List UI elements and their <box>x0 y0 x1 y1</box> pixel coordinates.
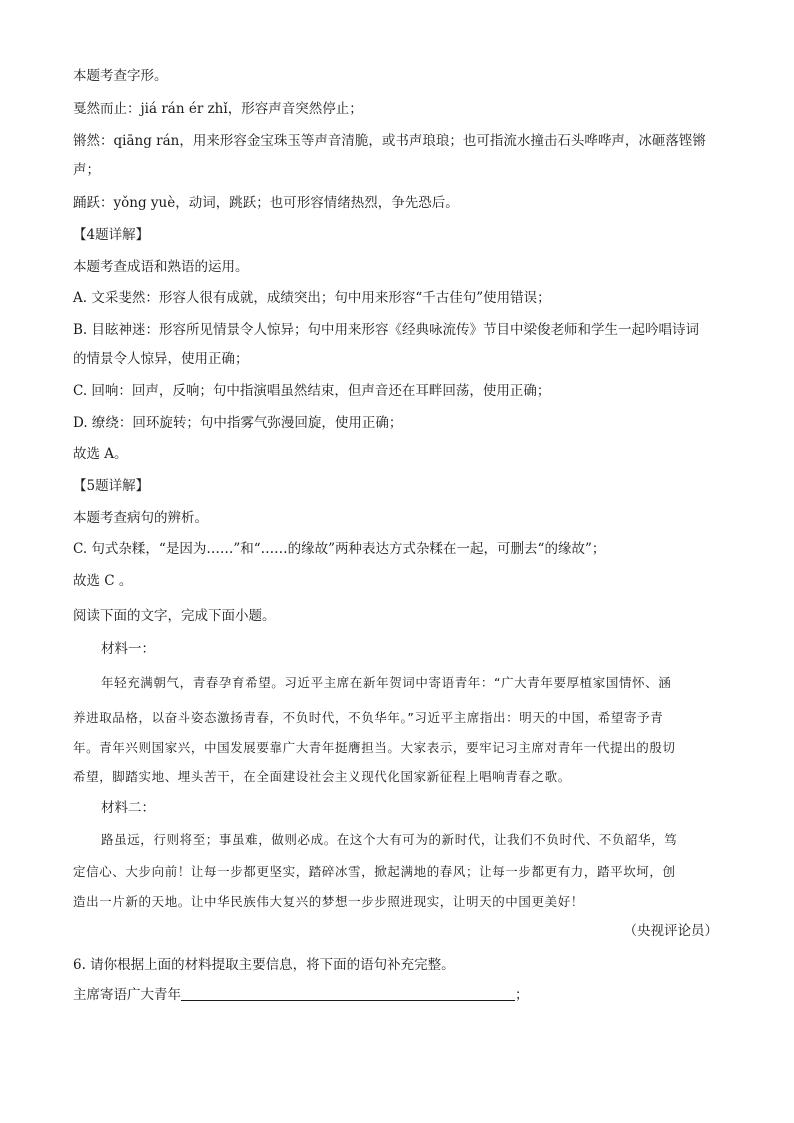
text-line: 声； <box>73 162 100 178</box>
answer-blank[interactable] <box>181 986 515 1001</box>
text-line: 锵然：qiāng rán，用来形容金宝珠玉等声音清脆，或书声琅琅；也可指流水撞击石头哗哗声，冰砸落铿锵 <box>73 133 706 149</box>
text-line: 本题考查病句的辨析。 <box>73 510 208 526</box>
text-line: 戛然而止：jiá rán ér zhǐ，形容声音突然停止； <box>73 101 363 117</box>
section-heading: 【5题详解】 <box>73 478 150 494</box>
option-d: D. 缭绕：回环旋转；句中指雾气弥漫回旋，使用正确； <box>73 415 403 431</box>
material-2-line: 造出一片新的天地。让中华民族伟大复兴的梦想一步步照进现实，让明天的中国更美好！ <box>73 894 584 909</box>
material-1-line: 年轻充满朝气，青春孕育希望。习近平主席在新年贺词中寄语青年：“广大青年要厚植家国情怀、涵 <box>101 675 672 690</box>
material-2-source: （央视评论员） <box>623 923 718 939</box>
material-2-heading: 材料二： <box>101 800 155 816</box>
option-c: C. 句式杂糅，“是因为……”和“……的缘故”两种表达方式杂糅在一起，可删去“的缘故”； <box>73 541 606 557</box>
fill-in-prefix: 主席寄语广大青年 <box>73 987 181 1003</box>
option-a: A. 文采斐然：形容人很有成就，成绩突出；句中用来形容“千古佳句”使用错误； <box>73 290 551 306</box>
text-line: 本题考查字形。 <box>73 68 168 84</box>
text-line: 踊跃：yǒng yuè，动词，跳跃；也可形容情绪热烈，争先恐后。 <box>73 195 459 211</box>
fill-in-line <box>73 985 529 1005</box>
question-prompt: 6. 请你根据上面的材料提取主要信息，将下面的语句补充完整。 <box>73 957 455 973</box>
fill-in-suffix: ； <box>515 987 529 1003</box>
text-line: 本题考查成语和熟语的运用。 <box>73 259 249 275</box>
reading-instruction: 阅读下面的文字，完成下面小题。 <box>73 608 276 624</box>
option-b: B. 目眩神迷：形容所见情景令人惊异；句中用来形容《经典咏流传》节目中梁俊老师和学生一起吟唱诗词 <box>73 322 700 338</box>
option-b-cont: 的情景令人惊异，使用正确； <box>73 351 249 367</box>
material-1-heading: 材料一： <box>101 641 155 657</box>
material-2-line: 定信心、大步向前！让每一步都更坚实，踏碎冰雪，掀起满地的春风；让每一步都更有力，踏平坎坷，创 <box>73 864 676 879</box>
section-heading: 【4题详解】 <box>73 227 150 243</box>
option-c: C. 回响：回声，反响；句中指演唱虽然结束，但声音还在耳畔回荡，使用正确； <box>73 383 551 399</box>
material-1-line: 希望，脚踏实地、埋头苦干，在全面建设社会主义现代化国家新征程上唱响青春之歌。 <box>73 769 571 784</box>
material-1-line: 养进取品格，以奋斗姿态激扬青春，不负时代，不负华年。”习近平主席指出：明天的中国，希望寄予青 <box>73 710 664 725</box>
answer-line: 故选 C 。 <box>73 573 133 589</box>
answer-line: 故选 A。 <box>73 446 128 462</box>
material-2-line: 路虽远，行则将至；事虽难，做则必成。在这个大有可为的新时代，让我们不负时代、不负韶华，笃 <box>101 832 678 847</box>
material-1-line: 年。青年兴则国家兴，中国发展要靠广大青年挺膺担当。大家表示，要牢记习主席对青年一代提出的殷切 <box>73 740 676 755</box>
